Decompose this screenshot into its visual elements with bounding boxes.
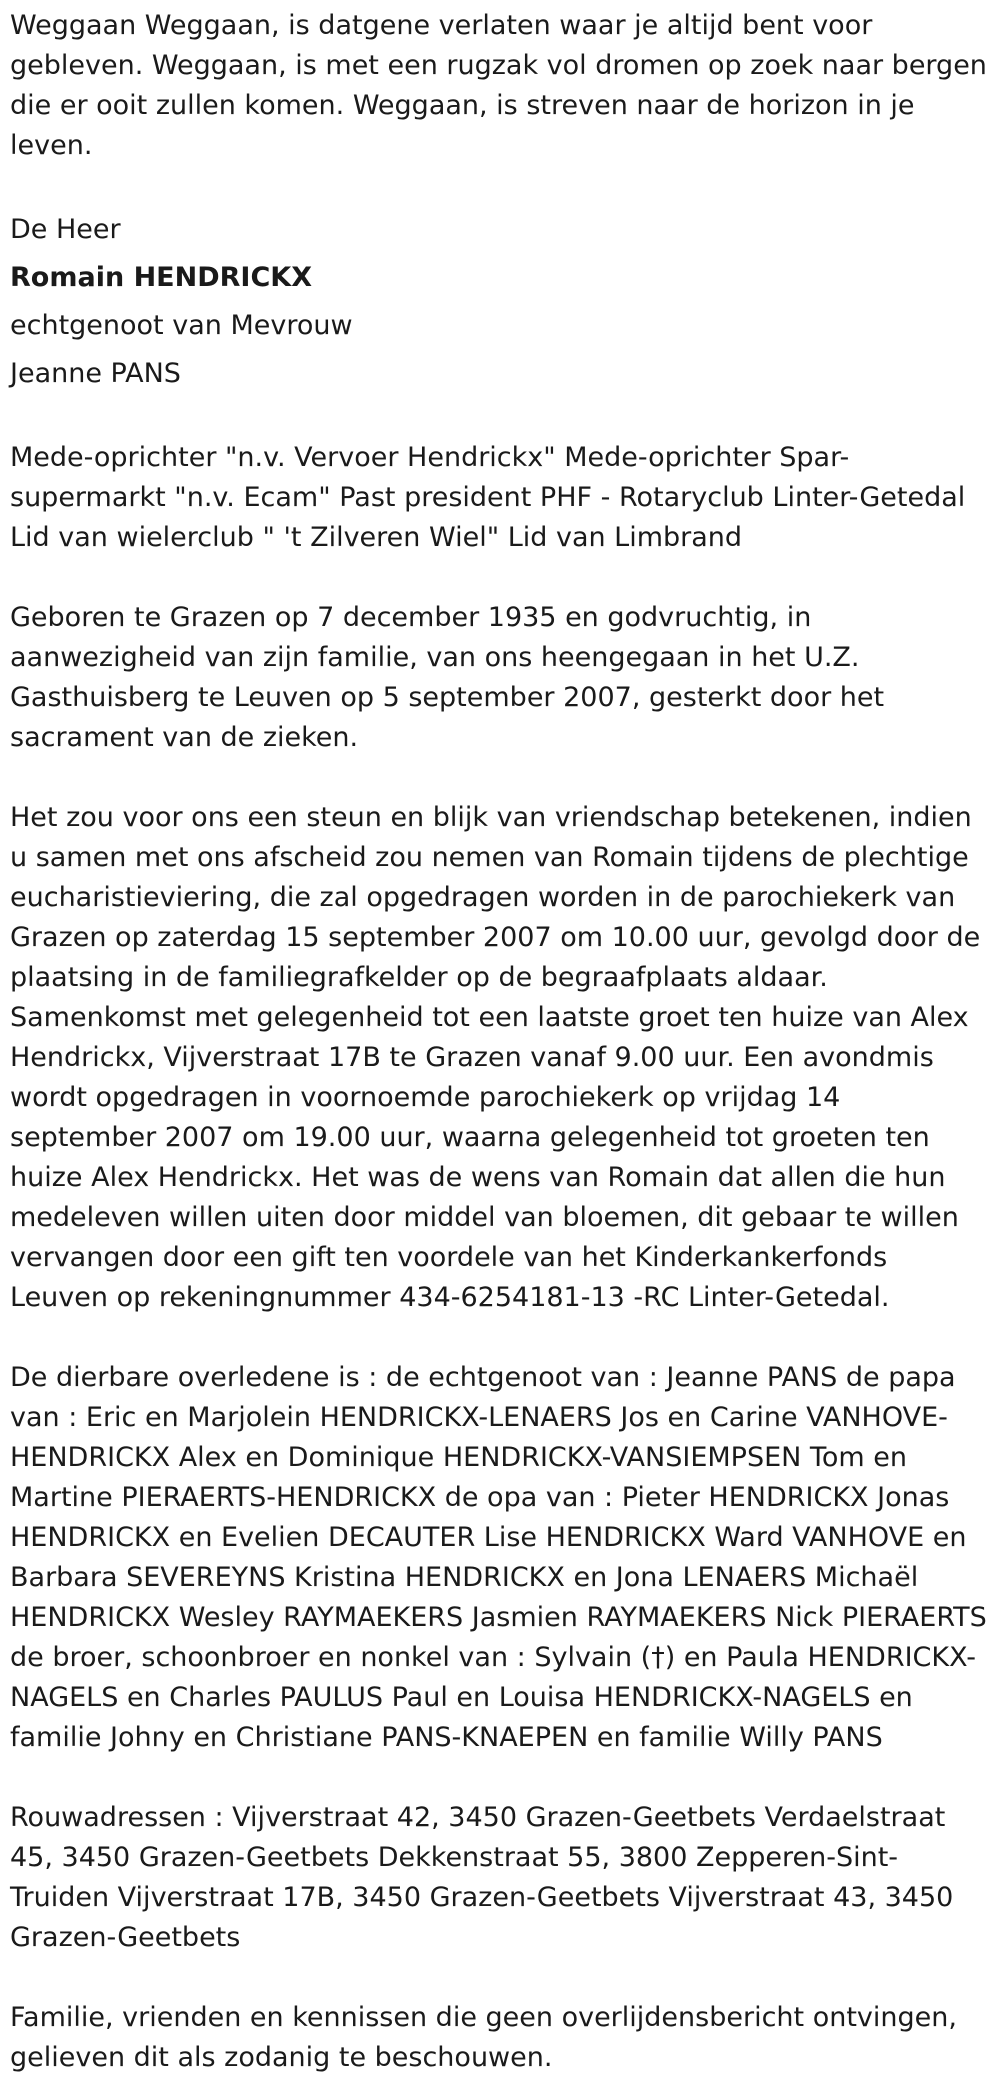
ceremony-paragraph: Het zou voor ons een steun en blijk van vriendschap betekenen, indien u samen met ons afscheid zou nemen van Romain tijdens de plechtige eucharistieviering, die zal opgedragen worden in de parochiekerk van Grazen op zaterdag 15 september 2007 om 10.00 uur, gevolgd door de plaatsing in de familiegrafkelder op de begraafplaats aldaar. Samenkomst met gelegenheid tot een laatste groet ten huize van Alex Hendrickx, Vijverstraat 17B te Grazen vanaf 9.00 uur. Een avondmis wordt opgedragen in voornoemde parochiekerk op vrijdag 14 september 2007 om 19.00 uur, waarna gelegenheid tot groeten ten huize Alex Hendrickx. Het was de wens van Romain dat allen die hun medeleven willen uiten door middel van bloemen, dit gebaar te willen vervangen door een gift ten voordele van het Kinderkankerfonds Leuven op rekeningnummer 434-6254181-13 -RC Linter-Getedal.	[10, 802, 981, 1313]
spacer	[10, 398, 990, 438]
closing-paragraph: Familie, vrienden en kennissen die geen overlijdensbericht ontvingen, gelieven dit als zodanig te beschouwen.	[10, 2002, 957, 2073]
spacer	[10, 758, 990, 798]
poem-paragraph: Weggaan Weggaan, is datgene verlaten waar je altijd bent voor gebleven. Weggaan, is met een rugzak vol dromen op zoek naar bergen die er ooit zullen komen. Weggaan, is streven naar de horizon in je leven.	[10, 10, 987, 161]
spacer	[10, 1318, 990, 1358]
addresses-paragraph: Rouwadressen : Vijverstraat 42, 3450 Grazen-Geetbets Verdaelstraat 45, 3450 Grazen-Geetbets Dekkenstraat 55, 3800 Zepperen-Sint-Truiden Vijverstraat 17B, 3450 Grazen-Geetbets Vijverstraat 43, 3450 Grazen-Geetbets	[10, 1802, 954, 1953]
family-paragraph: De dierbare overledene is : de echtgenoot van : Jeanne PANS de papa van : Eric en Marjolein HENDRICKX-LENAERS Jos en Carine VANHOVE-HENDRICKX Alex en Dominique HENDRICKX-VANSIEMPSEN Tom en Martine PIERAERTS-HENDRICKX de opa van : Pieter HENDRICKX Jonas HENDRICKX en Evelien DECAUTER Lise HENDRICKX Ward VANHOVE en Barbara SEVEREYNS Kristina HENDRICKX en Jona LENAERS Michaël HENDRICKX Wesley RAYMAEKERS Jasmien RAYMAEKERS Nick PIERAERTS de broer, schoonbroer en nonkel van : Sylvain (†) en Paula HENDRICKX-NAGELS en Charles PAULUS Paul en Louisa HENDRICKX-NAGELS en familie Johny en Christiane PANS-KNAEPEN en familie Willy PANS	[10, 1362, 987, 1753]
functions-paragraph: Mede-oprichter "n.v. Vervoer Hendrickx" Mede-oprichter Spar-supermarkt "n.v. Ecam" Past president PHF - Rotaryclub Linter-Getedal Lid van wielerclub " 't Zilveren Wiel" Lid van Limbrand	[10, 442, 966, 553]
spouse-name: Jeanne PANS	[10, 358, 181, 389]
spacer	[10, 166, 990, 206]
spacer	[10, 558, 990, 598]
birth-death-paragraph: Geboren te Grazen op 7 december 1935 en godvruchtig, in aanwezigheid van zijn familie, van ons heengegaan in het U.Z. Gasthuisberg te Leuven op 5 september 2007, gesterkt door het sacrament van de zieken.	[10, 602, 885, 753]
salutation: De Heer	[10, 214, 121, 245]
spacer	[10, 1758, 990, 1798]
spacer	[10, 1958, 990, 1998]
deceased-name: Romain HENDRICKX	[10, 262, 313, 293]
spouse-line: echtgenoot van Mevrouw	[10, 310, 353, 341]
